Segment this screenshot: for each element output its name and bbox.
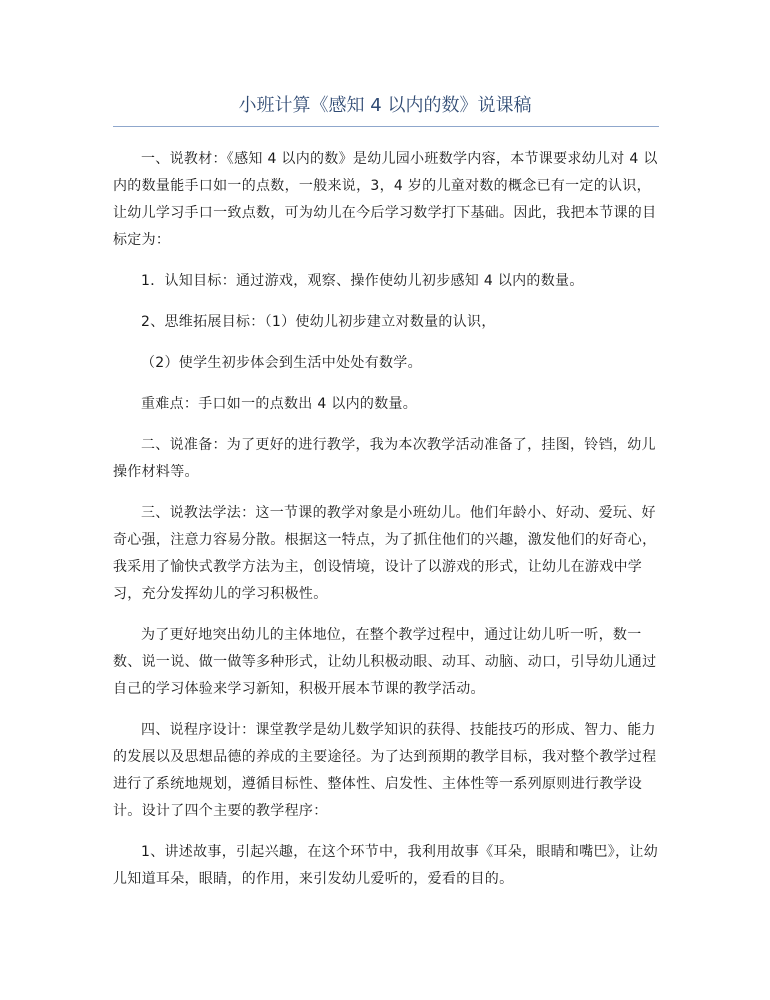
paragraph-thinking-goal-2: （2）使学生初步体会到生活中处处有数学。 bbox=[141, 355, 422, 371]
paragraph-thinking-goal: 2、思维拓展目标：（1）使幼儿初步建立对数量的认识， bbox=[141, 314, 496, 330]
paragraph-key-difficulty: 重难点：手口如一的点数出 4 以内的数量。 bbox=[141, 396, 418, 412]
document-body bbox=[113, 146, 659, 907]
title-underline bbox=[113, 126, 659, 127]
paragraph-program-design: 四、说程序设计：课堂教学是幼儿数学知识的获得、技能技巧的形成、智力、能力的发展以及思想品德的养成的主要途径。为了达到预期的教学目标，我对整个教学过程进行了系统地规划，遵循目标性、整体性、启发性、主体性等一系列原则进行教学设计。设计了四个主要的教学程序： bbox=[113, 722, 657, 819]
paragraph-step-one: 1、讲述故事，引起兴趣，在这个环节中，我利用故事《耳朵，眼睛和嘴巴》，让幼儿知道耳朵，眼睛，的作用，来引发幼儿爱听的，爱看的目的。 bbox=[113, 844, 659, 887]
document-title: 小班计算《感知 4 以内的数》说课稿 bbox=[238, 95, 532, 116]
paragraph-cognitive-goal: 1．认知目标：通过游戏，观察、操作使幼儿初步感知 4 以内的数量。 bbox=[141, 273, 584, 289]
paragraph-subject-role: 为了更好地突出幼儿的主体地位，在整个教学过程中，通过让幼儿听一听，数一数、说一说、做一做等多种形式，让幼儿积极动眼、动耳、动脑、动口，引导幼儿通过自己的学习体验来学习新知，积极开展本节课的教学活动。 bbox=[113, 627, 657, 697]
paragraph-teaching-method: 三、说教法学法：这一节课的教学对象是小班幼儿。他们年龄小、好动、爱玩、好奇心强，注意力容易分散。根据这一特点，为了抓住他们的兴趣，激发他们的好奇心，我采用了愉快式教学方法为主，创设情境，设计了以游戏的形式，让幼儿在游戏中学习，充分发挥幼儿的学习积极性。 bbox=[113, 505, 657, 602]
paragraph-teaching-material: 一、说教材：《感知 4 以内的数》是幼儿园小班数学内容，本节课要求幼儿对 4 以内的数量能手口如一的点数，一般来说，3，4 岁的儿童对数的概念已有一定的认识，让幼儿学习手口一致点数，可为幼儿在今后学习数学打下基础。因此，我把本节课的目标定为： bbox=[113, 151, 658, 248]
paragraph-preparation: 二、说准备：为了更好的进行教学，我为本次教学活动准备了，挂图，铃铛，幼儿操作材料等。 bbox=[113, 437, 656, 480]
